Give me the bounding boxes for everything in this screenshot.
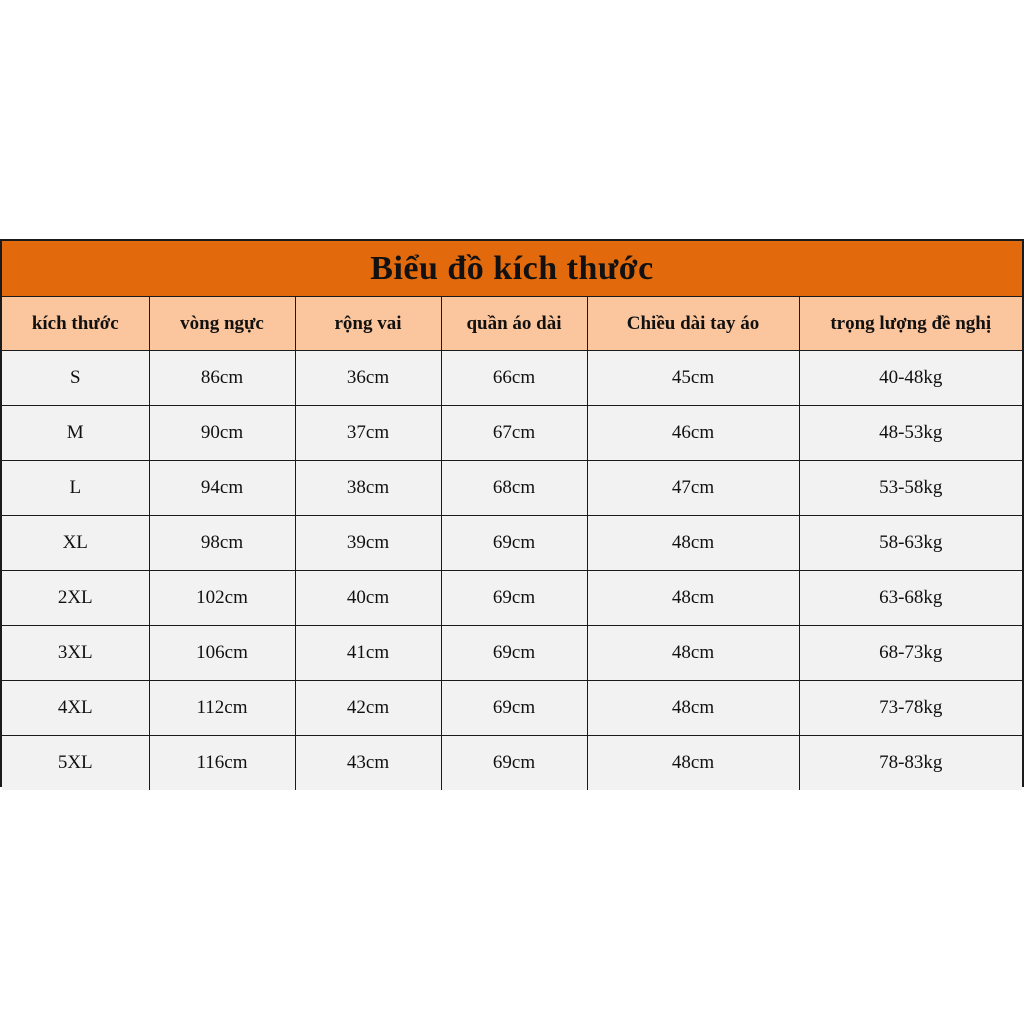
cell-shoulder: 40cm	[295, 571, 441, 626]
column-header-size: kích thước	[2, 297, 149, 351]
cell-shoulder: 43cm	[295, 736, 441, 791]
cell-size: 3XL	[2, 626, 149, 681]
cell-weight: 68-73kg	[799, 626, 1022, 681]
table-row	[2, 351, 1022, 406]
cell-shoulder: 38cm	[295, 461, 441, 516]
cell-chest: 90cm	[149, 406, 295, 461]
table-row	[2, 461, 1022, 516]
cell-chest: 94cm	[149, 461, 295, 516]
column-header-chest: vòng ngực	[149, 297, 295, 351]
table-row	[2, 681, 1022, 736]
cell-weight: 63-68kg	[799, 571, 1022, 626]
cell-shoulder: 41cm	[295, 626, 441, 681]
cell-sleeve: 47cm	[587, 461, 799, 516]
cell-size: L	[2, 461, 149, 516]
cell-sleeve: 48cm	[587, 571, 799, 626]
cell-weight: 78-83kg	[799, 736, 1022, 791]
cell-sleeve: 45cm	[587, 351, 799, 406]
cell-length: 69cm	[441, 626, 587, 681]
cell-shoulder: 37cm	[295, 406, 441, 461]
cell-sleeve: 48cm	[587, 736, 799, 791]
cell-length: 69cm	[441, 571, 587, 626]
column-header-sleeve: Chiều dài tay áo	[587, 297, 799, 351]
cell-length: 69cm	[441, 736, 587, 791]
size-chart	[0, 239, 1024, 787]
cell-size: S	[2, 351, 149, 406]
cell-weight: 53-58kg	[799, 461, 1022, 516]
chart-title: Biểu đồ kích thước	[2, 241, 1022, 297]
column-header-length: quần áo dài	[441, 297, 587, 351]
cell-chest: 86cm	[149, 351, 295, 406]
cell-length: 66cm	[441, 351, 587, 406]
cell-size: M	[2, 406, 149, 461]
table-row	[2, 571, 1022, 626]
cell-shoulder: 36cm	[295, 351, 441, 406]
cell-size: 2XL	[2, 571, 149, 626]
cell-chest: 106cm	[149, 626, 295, 681]
cell-weight: 73-78kg	[799, 681, 1022, 736]
cell-weight: 40-48kg	[799, 351, 1022, 406]
cell-weight: 58-63kg	[799, 516, 1022, 571]
cell-length: 67cm	[441, 406, 587, 461]
cell-sleeve: 48cm	[587, 681, 799, 736]
table-row	[2, 626, 1022, 681]
cell-shoulder: 39cm	[295, 516, 441, 571]
cell-sleeve: 48cm	[587, 626, 799, 681]
cell-length: 69cm	[441, 681, 587, 736]
cell-length: 68cm	[441, 461, 587, 516]
cell-weight: 48-53kg	[799, 406, 1022, 461]
table-row	[2, 406, 1022, 461]
table-row	[2, 516, 1022, 571]
column-header-weight: trọng lượng đề nghị	[799, 297, 1022, 351]
cell-chest: 112cm	[149, 681, 295, 736]
cell-chest: 98cm	[149, 516, 295, 571]
cell-length: 69cm	[441, 516, 587, 571]
column-header-shoulder: rộng vai	[295, 297, 441, 351]
cell-sleeve: 48cm	[587, 516, 799, 571]
cell-size: 5XL	[2, 736, 149, 791]
cell-chest: 116cm	[149, 736, 295, 791]
cell-chest: 102cm	[149, 571, 295, 626]
header-row	[2, 297, 1022, 351]
table-row	[2, 736, 1022, 791]
cell-size: XL	[2, 516, 149, 571]
cell-size: 4XL	[2, 681, 149, 736]
cell-sleeve: 46cm	[587, 406, 799, 461]
cell-shoulder: 42cm	[295, 681, 441, 736]
size-table	[2, 297, 1022, 790]
